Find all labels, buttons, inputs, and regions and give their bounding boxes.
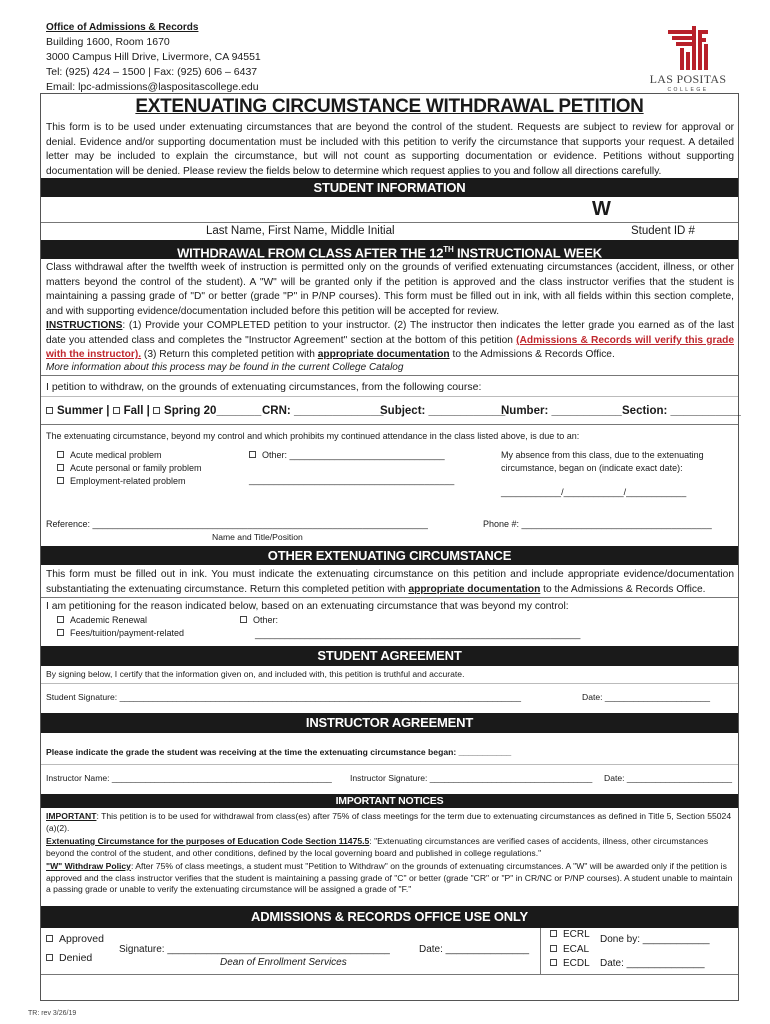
section-field[interactable]: Section: ___________ <box>622 405 741 417</box>
notice-important: IMPORTANT: This petition is to be used for withdrawal from class(es) after 75% of class meetings for the term due to extenuating circumstances as defined in Title 5, Section 55024 (a)(2). <box>46 811 732 833</box>
other-body: This form must be filled out in ink. You must indicate the extenuating circumstance on this petition and include appropriate evidence/documentation substantiating the extenuating circumstance. Return this completed petition with appropriate documentation to the Admissions & Records Office. <box>46 569 734 595</box>
address-line: Building 1600, Room 1670 <box>46 36 170 48</box>
code-ecrl[interactable]: ECRL <box>550 928 590 941</box>
address-line: 3000 Campus Hill Drive, Livermore, CA 94551 <box>46 51 261 63</box>
option-other-reason[interactable]: Other: <box>240 614 278 627</box>
instructor-agreement-bar: INSTRUCTOR AGREEMENT <box>41 713 738 733</box>
option-personal[interactable]: Acute personal or family problem <box>57 462 202 475</box>
student-agreement-bar: STUDENT AGREEMENT <box>41 646 738 666</box>
divider <box>41 974 738 975</box>
student-date-field[interactable]: Date: ______________________ <box>582 692 711 702</box>
denied-option[interactable]: Denied <box>46 952 92 965</box>
name-title-label: Name and Title/Position <box>212 532 303 542</box>
w-mark: W <box>592 198 611 220</box>
term-selector[interactable]: Summer | Fall | Spring 20_______ <box>46 404 261 419</box>
divider <box>41 683 738 684</box>
circumstance-line: The extenuating circumstance, beyond my control and which prohibits my continued attendance in the class listed above, is due to an: <box>46 431 580 441</box>
office-date-field[interactable]: Date: _______________ <box>419 944 530 955</box>
instructions-label: INSTRUCTIONS <box>46 320 123 331</box>
college-logo <box>646 26 730 96</box>
checkbox[interactable] <box>57 629 64 636</box>
code-ecal[interactable]: ECAL <box>550 943 589 956</box>
code-ecdl[interactable]: ECDL <box>550 957 590 970</box>
checkbox[interactable] <box>46 954 53 961</box>
dean-label: Dean of Enrollment Services <box>220 957 347 968</box>
more-info: More information about this process may be found in the current College Catalog <box>46 362 404 373</box>
instructor-date-field[interactable]: Date: ______________________ <box>604 773 733 783</box>
office-name: Office of Admissions & Records <box>46 22 199 33</box>
instructions-verify-note: (Admissions & Records will verify this grade with the instructor). <box>46 334 734 361</box>
instructor-signature-field[interactable]: Instructor Signature: __________________________________ <box>350 773 593 783</box>
instructor-name-field[interactable]: Instructor Name: ______________________________________________ <box>46 773 332 783</box>
divider <box>41 764 738 765</box>
checkbox[interactable] <box>153 407 160 414</box>
office-signature-field[interactable]: Signature: ________________________________________ <box>119 944 390 955</box>
grade-field[interactable]: Please indicate the grade the student was receiving at the time the extenuating circumstance began: ___________ <box>46 747 512 757</box>
checkbox[interactable] <box>550 930 557 937</box>
other-circumstance-bar: OTHER EXTENUATING CIRCUMSTANCE <box>41 546 738 565</box>
divider <box>41 396 738 397</box>
withdrawal-body: Class withdrawal after the twelfth week of instruction is permitted only on the grounds of verified extenuating circumstances (accident, illness, or other matters beyond the control of the student). A "W" will be granted only if the petition is approved and the class instructor verifies that the student is maintaining a passing grade of "D" or better (grade "P" in P/NP courses). This form must be filled out in ink, with all fields within this section complete, and with supporting evidence/documentation included before this petition will be accepted for review. <box>46 262 734 317</box>
other-petition-line: I am petitioning for the reason indicated below, based on an extenuating circumstance that was beyond my control: <box>46 601 569 612</box>
option-other[interactable]: Other: _______________________________ <box>249 449 445 462</box>
petition-line: I petition to withdraw, on the grounds of extenuating circumstances, from the following course: <box>46 381 482 393</box>
checkbox[interactable] <box>57 477 64 484</box>
notice-extenuating: Extenuating Circumstance for the purposes of Education Code Section 11475.5: "Extenuating circumstances are verified cases of accidents, illness, other circumstances beyond the control of the student, and other conditions, defined by the local governing board and published in college regulations." <box>46 836 709 858</box>
done-by-field[interactable]: Done by: ____________ <box>600 934 710 945</box>
number-field[interactable]: Number: ___________ <box>501 405 622 417</box>
college-logo-mark-icon <box>668 26 710 70</box>
checkbox[interactable] <box>57 464 64 471</box>
divider <box>41 424 738 425</box>
address-line: Tel: (925) 424 – 1500 | Fax: (925) 606 – 6437 <box>46 66 258 78</box>
checkbox[interactable] <box>240 616 247 623</box>
other-reason-line[interactable]: _________________________________________________________________ <box>255 629 581 639</box>
subject-field[interactable]: Subject: ____________ <box>380 405 506 417</box>
option-academic-renewal[interactable]: Academic Renewal <box>57 614 147 627</box>
logo-sub: COLLEGE <box>667 87 709 93</box>
notice-w-policy: "W" Withdraw Policy: After 75% of class meetings, a student must "Petition to Withdraw" on the grounds of extenuating circumstances. A "W" will be awarded only if the petition is approved and the class instructor verifies that the student is maintaining a passing grade of "C" or better (grade "CR" or "P" in CR/NC or P/NP courses). A student unable to maintain a passing grade or unable to verify the extenuating circumstance will be assigned a grade of "F." <box>46 861 733 894</box>
checkbox[interactable] <box>550 945 557 952</box>
checkbox[interactable] <box>249 451 256 458</box>
phone-field[interactable]: Phone #: ______________________________________ <box>483 519 712 529</box>
notices-bar: IMPORTANT NOTICES <box>41 794 738 808</box>
approved-option[interactable]: Approved <box>46 933 104 946</box>
withdrawal-instructions: INSTRUCTIONS: (1) Provide your COMPLETED petition to your instructor. (2) The instructor then indicates the letter grade you earned as of the last date you attended class and completes the "Instructor Agreement" section at the bottom of this petition (Admissions & Records will verify this grade with the instructor). (3) Return this completed petition with appropriate documentation to the Admissions & Records Office. <box>46 320 734 361</box>
intro-text: This form is to be used under extenuating circumstances that are beyond the control of the student. Requests are subject to review for approval or denial. Evidence and/or supporting documentation must be included with this petition to verify the circumstance that supports your request. A detailed letter may be included to explain the circumstance, but will not count as supporting documentation or evidence. Petitions without supporting documentation will be denied. Please review the fields below to determine which request applies to you and follow all directions carefully. <box>46 122 734 177</box>
logo-name: LAS POSITAS <box>649 72 727 86</box>
office-use-bar: ADMISSIONS & RECORDS OFFICE USE ONLY <box>41 906 738 928</box>
absence-date-field[interactable]: ____________/____________/____________ <box>501 487 687 497</box>
checkbox[interactable] <box>57 616 64 623</box>
student-id-label: Student ID # <box>631 225 695 237</box>
checkbox[interactable] <box>113 407 120 414</box>
checkbox[interactable] <box>46 407 53 414</box>
option-fees[interactable]: Fees/tuition/payment-related <box>57 627 184 640</box>
office-address <box>46 20 261 95</box>
revision-footer: TR: rev 3/26/19 <box>28 1010 77 1017</box>
other-line-2[interactable]: _________________________________________ <box>249 475 455 485</box>
withdrawal-bar: WITHDRAWAL FROM CLASS AFTER THE 12TH INSTRUCTIONAL WEEK <box>41 240 738 259</box>
name-label: Last Name, First Name, Middle Initial <box>206 225 395 237</box>
done-date-field[interactable]: Date: ______________ <box>600 958 705 969</box>
checkbox[interactable] <box>57 451 64 458</box>
checkbox[interactable] <box>550 959 557 966</box>
form-title: EXTENUATING CIRCUMSTANCE WITHDRAWAL PETITION <box>135 96 644 117</box>
name-input-line[interactable] <box>41 222 738 223</box>
checkbox[interactable] <box>46 935 53 942</box>
address-line: Email: lpc-admissions@laspositascollege.edu <box>46 81 259 93</box>
absence-text: My absence from this class, due to the extenuating circumstance, began on (indicate exact date): <box>501 450 704 473</box>
crn-field[interactable]: CRN: ______________ <box>262 405 384 417</box>
option-medical[interactable]: Acute medical problem <box>57 449 162 462</box>
option-employment[interactable]: Employment-related problem <box>57 475 186 488</box>
divider <box>540 928 541 974</box>
student-info-bar: STUDENT INFORMATION <box>41 178 738 197</box>
reference-field[interactable]: Reference: ___________________________________________________________________ <box>46 519 428 529</box>
divider <box>41 375 738 376</box>
divider <box>41 597 738 598</box>
certify-text: By signing below, I certify that the information given on, and included with, this petition is truthful and accurate. <box>46 669 465 679</box>
student-signature-field[interactable]: Student Signature: ____________________________________________________________________________________ <box>46 692 522 702</box>
